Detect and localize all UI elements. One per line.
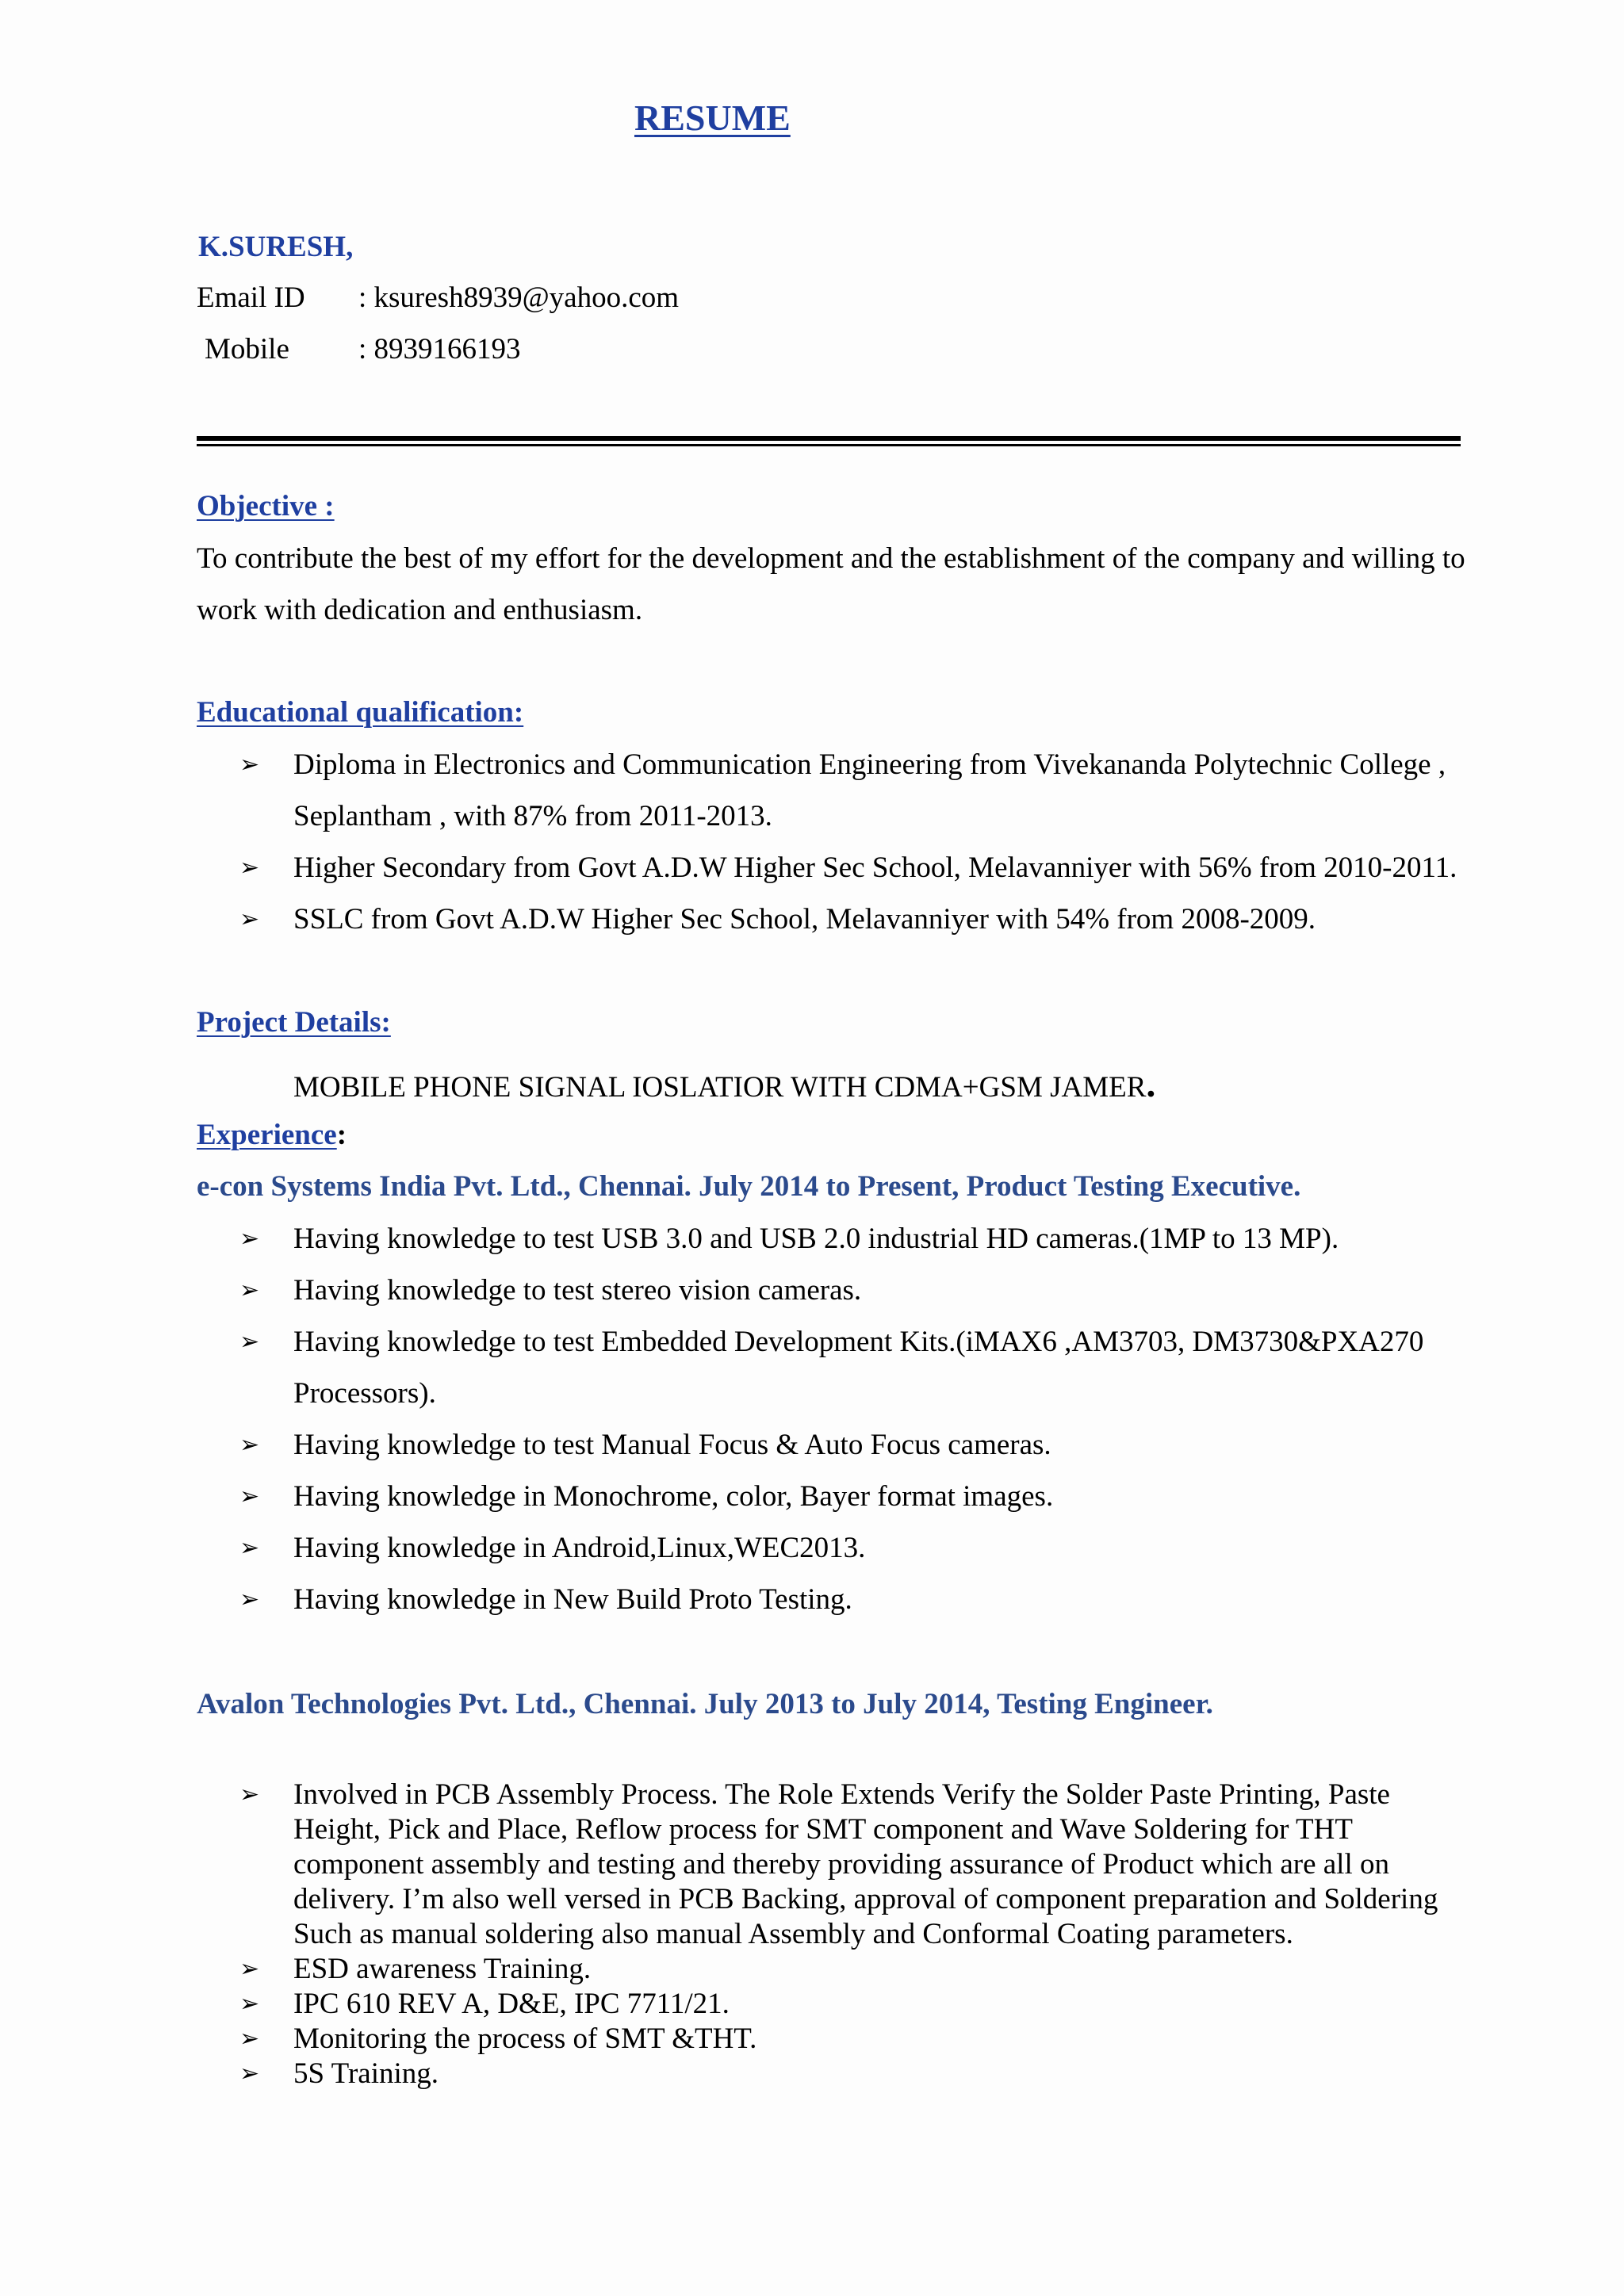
arrow-bullet-icon: ➢ (239, 1955, 260, 1983)
education-item (239, 894, 1477, 945)
job-duty-text: Having knowledge to test stereo vision cameras. (293, 1274, 862, 1307)
education-item (239, 739, 1477, 842)
arrow-bullet-icon: ➢ (239, 1534, 260, 1562)
project-title (293, 1062, 1155, 1106)
job-duty-item (239, 1213, 1477, 1265)
job-company-line: Avalon Technologies Pvt. Ltd., Chennai. July 2013 to July 2014, Testing Engineer. (197, 1688, 1213, 1720)
header-divider-thick (197, 436, 1461, 441)
job-duty-text: Having knowledge in Android,Linux,WEC2013. (293, 1532, 866, 1564)
arrow-bullet-icon: ➢ (239, 854, 260, 882)
education-item (239, 842, 1477, 894)
job-duty-item (239, 1265, 1477, 1316)
arrow-bullet-icon: ➢ (239, 2060, 260, 2087)
arrow-bullet-icon: ➢ (239, 1431, 260, 1459)
experience-heading: Experience (197, 1119, 337, 1151)
job-duty-text: Monitoring the process of SMT &THT. (293, 2022, 757, 2055)
job-duty-text: 5S Training. (293, 2057, 439, 2090)
mobile-value: : 8939166193 (358, 333, 521, 365)
candidate-name: K.SURESH, (198, 231, 354, 263)
arrow-bullet-icon: ➢ (239, 1483, 260, 1510)
job-duty-item (239, 1952, 1477, 1987)
arrow-bullet-icon: ➢ (239, 1276, 260, 1304)
job-duty-text: ESD awareness Training. (293, 1953, 592, 1985)
job-duty-text: Having knowledge to test USB 3.0 and USB 2.0 industrial HD cameras.(1MP to 13 MP). (293, 1223, 1339, 1255)
job-duties-list (239, 1777, 1477, 2091)
job-duty-text: Involved in PCB Assembly Process. The Role Extends Verify the Solder Paste Printing, Paste Height, Pick and Place, Reflow process for SMT component and Wave Soldering for THT component assembly and testing and thereby providing assurance of Product which are all on delivery. I’m also well versed in PCB Backing, approval of component preparation and Soldering Such as manual soldering also manual Assembly and Conformal Coating parameters. (293, 1778, 1438, 1950)
arrow-bullet-icon: ➢ (239, 751, 260, 779)
email-value: : ksuresh8939@yahoo.com (358, 281, 680, 314)
job-duty-text: IPC 610 REV A, D&E, IPC 7711/21. (293, 1988, 730, 2020)
job-duties-list (239, 1213, 1477, 1625)
job-duty-item (239, 1522, 1477, 1574)
arrow-bullet-icon: ➢ (239, 1328, 260, 1356)
objective-heading: Objective : (197, 490, 335, 522)
job-duty-item (239, 1987, 1477, 2022)
project-title-text: MOBILE PHONE SIGNAL IOSLATIOR WITH CDMA+GSM JAMER (293, 1071, 1147, 1104)
job-duty-item (239, 2022, 1477, 2057)
project-title-terminal: . (1146, 1063, 1156, 1105)
project-heading: Project Details: (197, 1006, 391, 1039)
page-title: RESUME (634, 98, 791, 138)
arrow-bullet-icon: ➢ (239, 1990, 260, 2018)
education-item-text: SSLC from Govt A.D.W Higher Sec School, Melavanniyer with 54% from 2008-2009. (293, 903, 1316, 936)
job-duty-text: Having knowledge to test Embedded Development Kits.(iMAX6 ,AM3703, DM3730&PXA270 Processors). (293, 1326, 1424, 1410)
job-duty-text: Having knowledge in Monochrome, color, Bayer format images. (293, 1480, 1054, 1513)
job-duty-item (239, 1316, 1477, 1419)
education-heading: Educational qualification: (197, 696, 524, 729)
job-company-line: e-con Systems India Pvt. Ltd., Chennai. July 2014 to Present, Product Testing Executive. (197, 1170, 1301, 1203)
education-item-text: Diploma in Electronics and Communication Engineering from Vivekananda Polytechnic College , Seplantham , with 87% from 2011-2013. (293, 748, 1446, 832)
education-list (239, 739, 1477, 945)
job-duty-item (239, 1777, 1477, 1952)
arrow-bullet-icon: ➢ (239, 1225, 260, 1253)
email-label: Email ID (197, 281, 305, 314)
job-duty-text: Having knowledge in New Build Proto Testing. (293, 1583, 852, 1616)
arrow-bullet-icon: ➢ (239, 1586, 260, 1613)
experience-heading-colon: : (336, 1119, 347, 1151)
job-duty-item (239, 1574, 1477, 1625)
education-item-text: Higher Secondary from Govt A.D.W Higher Sec School, Melavanniyer with 56% from 2010-2011. (293, 851, 1457, 884)
job-duty-item (239, 1471, 1477, 1522)
job-duty-item (239, 1419, 1477, 1471)
arrow-bullet-icon: ➢ (239, 2025, 260, 2053)
job-duty-text: Having knowledge to test Manual Focus & Auto Focus cameras. (293, 1429, 1051, 1461)
objective-text: To contribute the best of my effort for the development and the establishment of the company and willing to work with dedication and enthusiasm. (197, 542, 1465, 626)
arrow-bullet-icon: ➢ (239, 1781, 260, 1808)
arrow-bullet-icon: ➢ (239, 905, 260, 933)
header-divider-thin (197, 444, 1461, 446)
mobile-label: Mobile (205, 333, 289, 365)
experience-heading-row (197, 1118, 347, 1152)
job-duty-item (239, 2057, 1477, 2091)
